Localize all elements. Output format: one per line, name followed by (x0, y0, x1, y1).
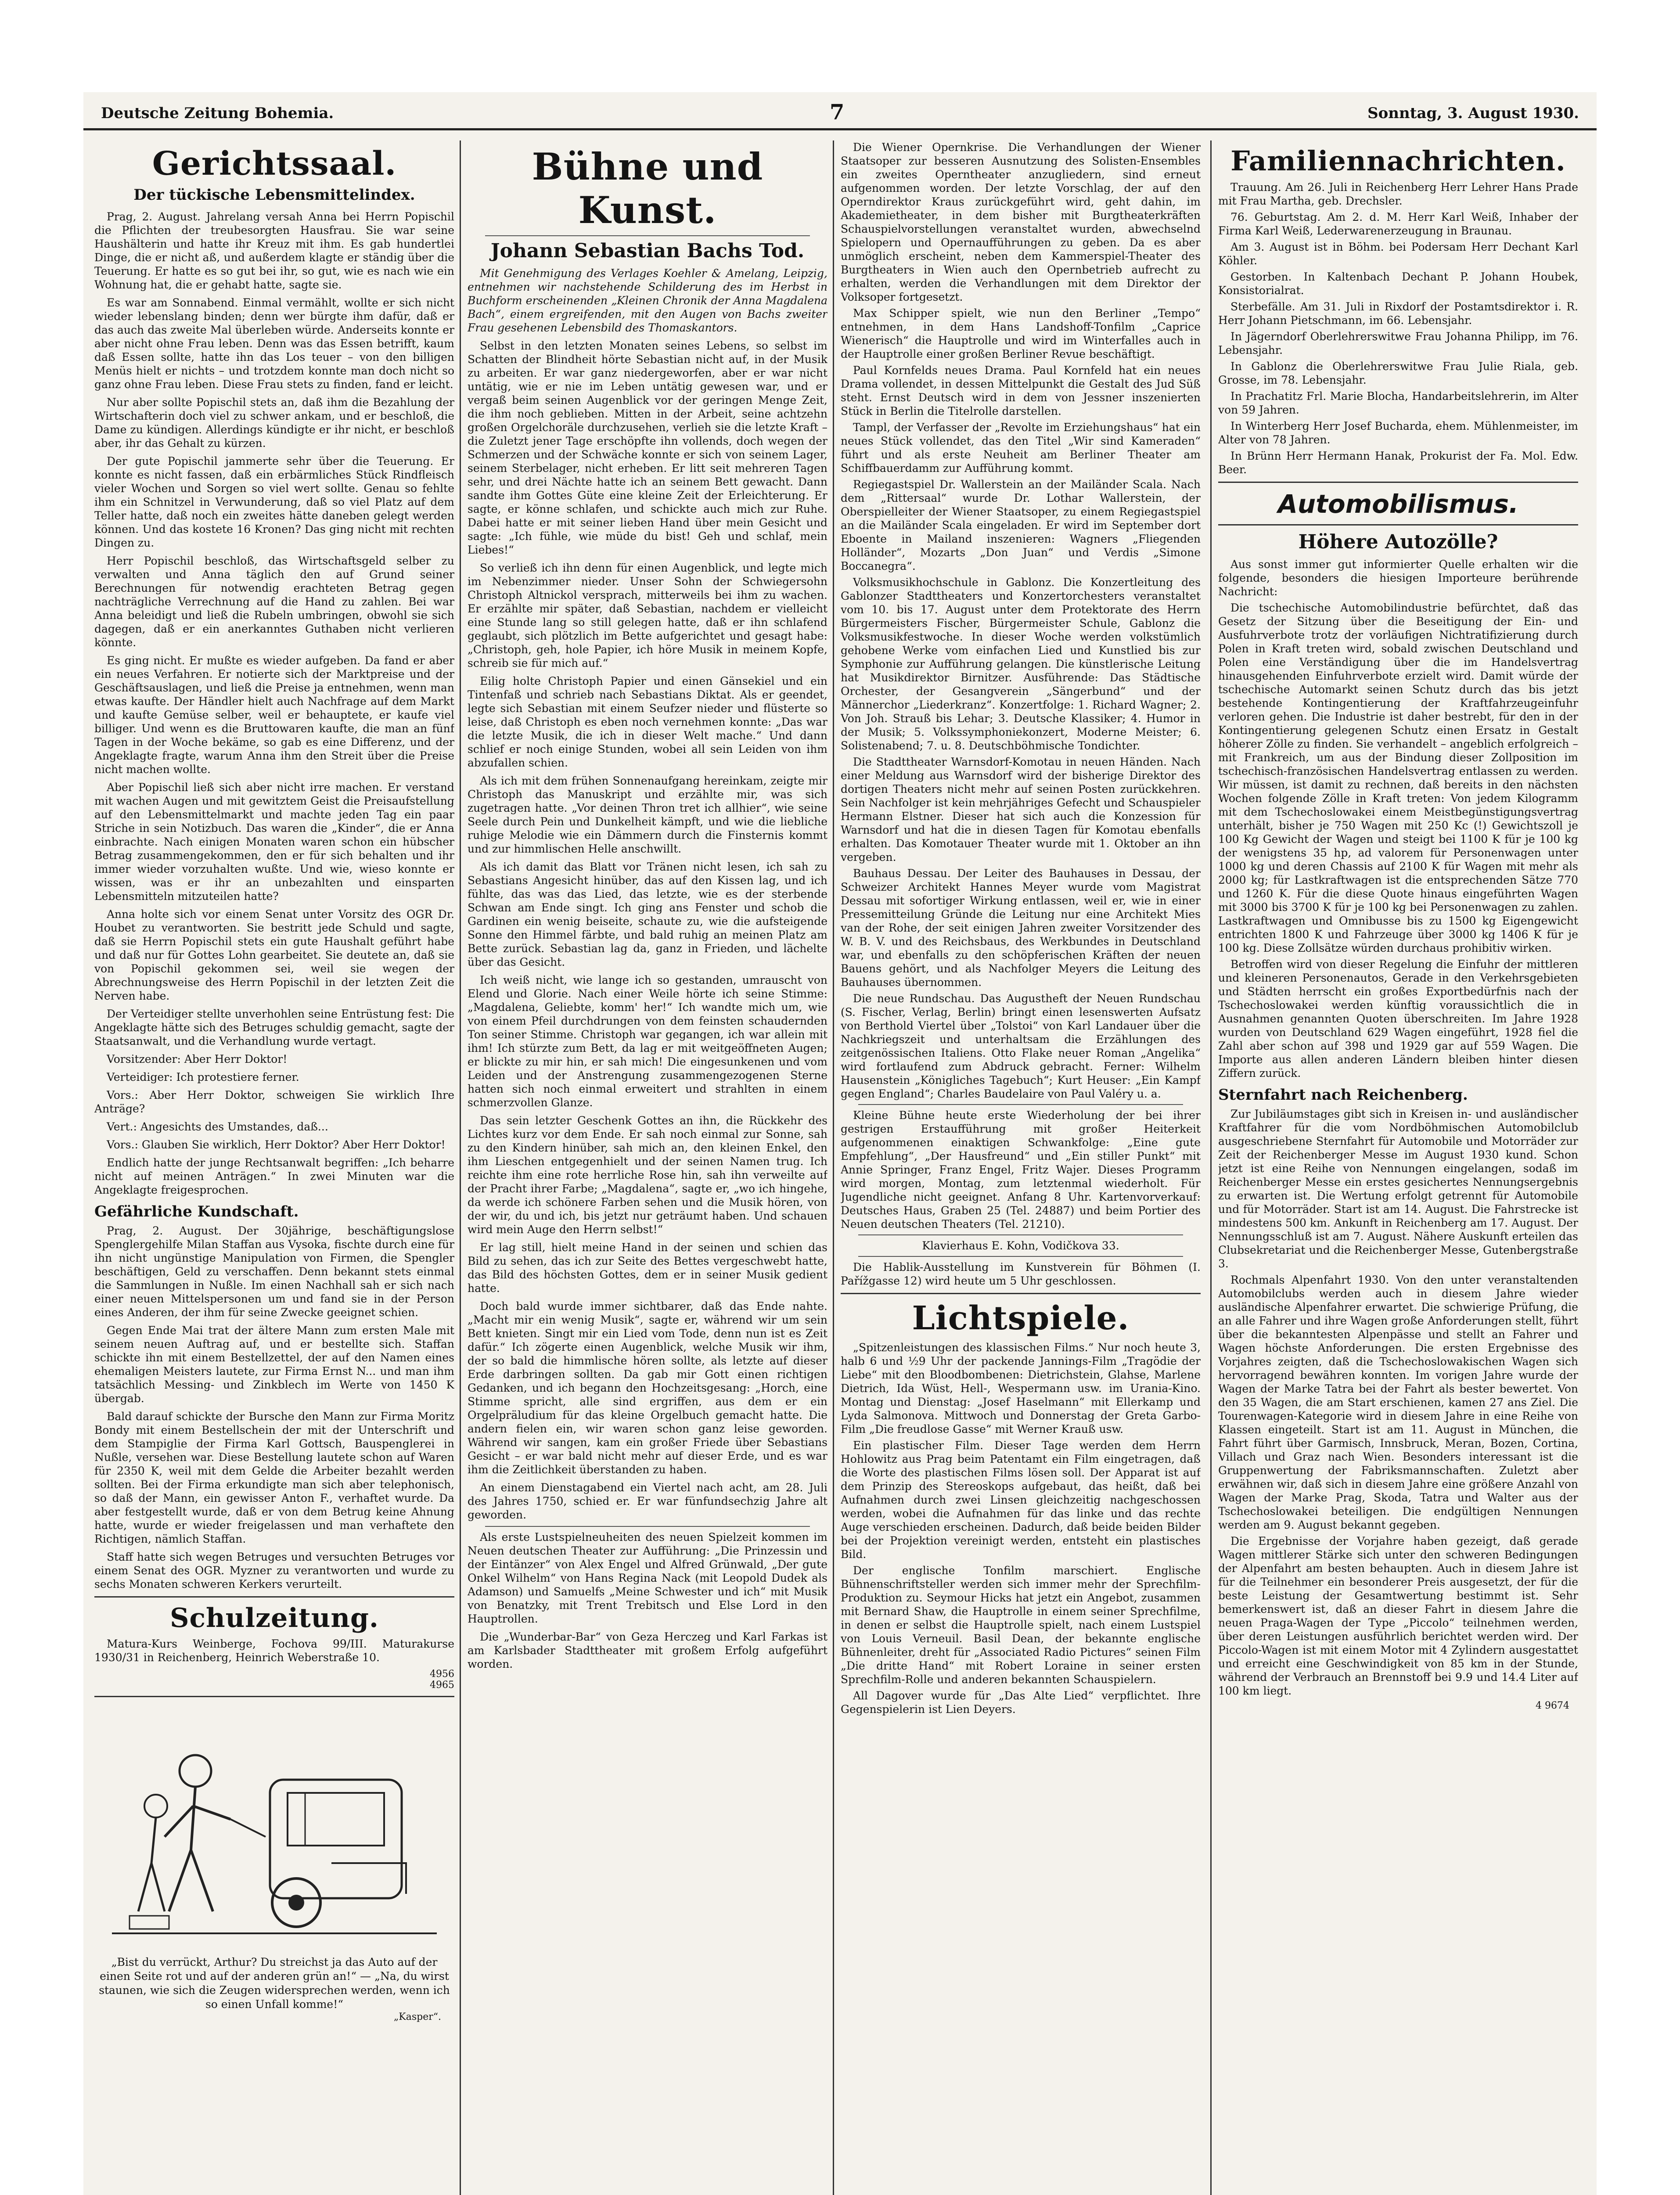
article-paragraph: Doch bald wurde immer sichtbarer, daß das Ende nahte. „Macht mir ein wenig Musik“, sagte er, während wir um sein Bett knieten. Singt mir ein Lied vom Tode, denn nun ist es Zeit dafür.“ Ich zögerte einen Augenblick, welche Musik wir ihm, der so bald die himmlische hören sollte, als letzte auf dieser Erde darbringen sollten. Da gab mir Gott einen richtigen Gedanken, und ich begann den Hochzeitsgesang: „Horch, eine Stimme spricht, alle sind ergriffen, aus dem er ein Orgelpräludium für das kleine Orgelbuch gemacht hatte. Die andern fielen ein, wir waren schon ganz leise geworden. Während wir sangen, kam ein großer Friede über Sebastians Gesicht – er war bald nicht mehr auf dieser Erde, und es war ihm die Zeitlichkeit überstanden zu haben. (468, 1300, 827, 1476)
column-4 (1218, 140, 1578, 2195)
article-paragraph: Der Verteidiger stellte unverhohlen seine Entrüstung fest: Die Angeklagte hätte sich des Betruges schuldig gemacht, sagte der Staatsanwalt, und die Verhandlung wurde vertagt. (94, 1008, 454, 1047)
article-paragraph: Rochmals Alpenfahrt 1930. Von den unter veranstaltenden Automobilclubs werden auch in diesem Jahre wieder ausländische Alpenfahrer erwartet. Die schwierige Prüfung, die an alle Fahrer und ihre Wagen große Anforderungen stellt, führt über die bekanntesten Alpenpässe und stellt an Fahrer und Wagen höchste Anforderungen. Die ersten Ergebnisse des Vorjahres zeigten, daß die Tschechoslowakischen Wagen sich hervorragend bewähren konnten. Im vorigen Jahre wurde der Wagen der Marke Tatra bei der Fahrt als bester bewertet. Von den 35 Wagen, die am Start erschienen, kamen 27 ans Ziel. Die Tourenwagen-Kategorie wird in diesem Jahre in eine Reihe von Klassen eingeteilt. Start ist am 11. August in München, die Fahrt führt über Garmisch, Innsbruck, Meran, Bozen, Cortina, Villach und Graz nach Wien. Besonders interessant ist die Gruppenwertung der Fabriksmannschaften. Zuletzt aber erwähnen wir, daß sich in diesem Jahre eine größere Anzahl von Wagen der Marke Prag, Skoda, Tatra und Walter aus der Tschechoslowakei beteiligen. Die endgültigen Nennungen werden am 9. August bekannt gegeben. (1218, 1274, 1578, 1531)
article-headline: Gefährliche Kundschaft. (94, 1203, 299, 1220)
divider (1218, 482, 1578, 483)
news-item: All Dagover wurde für „Das Alte Lied“ verpflichtet. Ihre Gegenspielerin ist Lien Deyers. (841, 1689, 1201, 1716)
article-paragraph: Die tschechische Automobilindustrie befürchtet, daß das Gesetz der Sitzung über die Beseitigung der Ein- und Ausfuhrverbote trotz der vorläufigen Nichtratifizierung durch Polen in Kraft treten wird, sobald zwischen Deutschland und Polen eine Verständigung über die im Handelsvertrag hinausgehenden Einfuhrverbote erzielt wird. Damit würde der tschechische Automarkt seinen Schutz durch das bis jetzt bestehende Kontingentierung der Kraftfahrzeugeinfuhr verloren gehen. Die Industrie ist daher bestrebt, für den in der Kontingentierung gelegenen Schutz einen Ersatz in Gestalt höherer Zölle zu finden. Sie verhandelt – angeblich erfolgreich – mit Frankreich, um aus der Bindung dieser Zollposition im tschechisch-französischen Handelsvertrag entlassen zu werden. Wir müssen, ist damit zu rechnen, daß bereits in den nächsten Wochen folgende Zölle in Kraft treten: Von jedem Kilogramm mit dem Tschechoslowakei einem Meistbegünstigungsvertrag unterhält, bisher je 750 Wagen mit 250 Kc (!) Gewichtszoll je 100 Kg Gewicht der Wagen und steigt bei 1100 K für je 100 kg der wenigstens 35 hp, ad valorem für Personenwagen unter 1000 kg und deren Chassis auf 2100 K für Wagen mit mehr als 2000 kg; für Lastkraftwagen ist die entsprechenden Sätze 770 und 1260 K. Für die diese Quote hinaus eingeführten Wagen mit 3000 bis 3700 K für je 100 kg bei Personenwagen zu zahlen. Lastkraftwagen und Omnibusse bis zu 1500 kg Eigengewicht entrichten 1800 K und Fahrzeuge über 3000 kg 1406 K für je 100 kg. Diese Zollsätze würden durchaus prohibitiv wirken. (1218, 601, 1578, 954)
news-item: Ein plastischer Film. Dieser Tage werden dem Herrn Hohlowitz aus Prag beim Patentamt ein Film eingetragen, daß die Worte des plastischen Films lösen soll. Der Apparat ist auf dem Prinzip des Stereoskops aufgebaut, das heißt, daß bei Aufnahmen durch zwei Linsen gleichzeitig nachgeschossen werden, wobei die Aufnahmen für das linke und das rechte Auge verschieden erscheinen. Dadurch, daß beide beiden Bilder bei der Projektion vereinigt werden, entsteht ein plastisches Bild. (841, 1439, 1201, 1561)
divider (94, 1596, 454, 1598)
article-paragraph: Aus sonst immer gut informierter Quelle erhalten wir die folgende, besonders die hiesigen Importeure berührende Nachricht: (1218, 558, 1578, 598)
article-paragraph: Staff hatte sich wegen Betruges und versuchten Betruges vor einem Senat des OGR. Myzner zu verantworten und wurde zu sechs Monaten schweren Kerkers verurteilt. (94, 1551, 454, 1590)
article-paragraph: Aber Popischil ließ sich aber nicht irre machen. Er verstand mit wachen Augen und mit gewitztem Geist die Preisaufstellung auf den Lebensmittelmarkt und machte jeden Tag ein paar Striche in sein Notizbuch. Das waren die „Kinder“, die er Anna einbrachte. Nach einigen Monaten waren schon ein hübscher Betrag zusammengekommen, den er für sich behalten und ihr immer wieder vorzuhalten wußte. Und wie, wieso konnte er wissen, was er ihr an unbezahlten und einsparten Lebensmitteln mitzuteilen hatte? (94, 781, 454, 903)
section-title-gerichtssaal: Gerichtssaal. (152, 145, 397, 183)
article-paragraph: Zur Jubiläumstages gibt sich in Kreisen in- und ausländischer Kraftfahrer für die vom Nordböhmischen Automobilclub ausgeschriebene Sternfahrt für Automobile und Motorräder zur Zeit der Reichenberger Messe im August 1930 kund. Schon jetzt ist eine Reihe von Nennungen eingelangen, sodaß im Reichenberger Messe ein erstes gesichertes Nennungsergebnis zu erwarten ist. Die Wertung erfolgt getrennt für Automobile und für Motorräder. Start ist am 14. August. Die Fahrstrecke ist mindestens 500 km. Ankunft in Reichenberg am 17. August. Der Nennungsschluß ist am 7. August. Nähere Auskunft erteilen das Clubsekretariat und die Reichenberger Messe, Gutenbergstraße 3. (1218, 1108, 1578, 1270)
news-item: Kleine Bühne heute erste Wiederholung der bei ihrer gestrigen Erstaufführung mit großer Heiterkeit aufgenommenen einaktigen Schwankfolge: „Eine gute Empfehlung“, „Der Hausfreund“ und „Ein stiller Punkt“ mit Annie Springer, Franz Engel, Fritz Wajer. Dieses Programm wird morgen, Montag, zum letztenmal wiederholt. Für Jugendliche nicht geeignet. Anfang 8 Uhr. Kartenvorverkauf: Deutsches Haus, Graben 25 (Tel. 24887) und beim Portier des Neuen deutschen Theaters (Tel. 21210). (841, 1109, 1201, 1231)
news-item: Als erste Lustspielneuheiten des neuen Spielzeit kommen im Neuen deutschen Theater zur Aufführung: „Die Prinzessin und der Eintänzer“ von Alex Engel und Alfred Grünwald, „Der gute Onkel Wilhelm“ von Hans Regina Nack (mit Leopold Dudek als Adamson) und Samuelfs „Meine Schwester und ich“ mit Musik von Benatzky, mit Trent Trebitsch und Else Lord in den Hauptrollen. (468, 1531, 827, 1625)
news-item: Die Hablik-Ausstellung im Kunstverein für Böhmen (I. Pařížgasse 12) wird heute um 5 Uhr geschlossen. (841, 1261, 1201, 1287)
notice-text: Matura-Kurs Weinberge, Fochova 99/III. Maturakurse 1930/31 in Reichenberg, Heinrich Weberstraße 10. (94, 1637, 454, 1664)
dialog-line: Vors.: Glauben Sie wirklich, Herr Doktor? Aber Herr Doktor! (107, 1138, 446, 1151)
article-headline: Höhere Autozölle? (1298, 531, 1498, 553)
column-rule (833, 140, 834, 2195)
family-notice: In Gablonz die Oberlehrerswitwe Frau Julie Riala, geb. Grosse, im 78. Lebensjahr. (1218, 360, 1578, 386)
article-paragraph: Das sein letzter Geschenk Gottes an ihn, die Rückkehr des Lichtes kurz vor dem Ende. Er sah noch einmal zur Sonne, sah zu den Kindern hinüber, sah mich an, den kleinen Enkel, den ihm Lieschen entgegenhielt und der seinen Namen trug. Ich reichte ihm eine rote herrliche Rose hin, sah ihn verweilte auf der Pracht ihrer Farbe; „Magdalena“, sagte er, „wo ich hingehe, da werde ich schönere Farben sehen und die Musik hören, von der wir, du und ich, bis jetzt nur geträumt haben. Und schauen wird mein Auge den Herrn selbst!“ (468, 1114, 827, 1236)
news-item: Regiegastspiel Dr. Wallerstein an der Mailänder Scala. Nach dem „Rittersaal“ wurde Dr. Lothar Wallerstein, der Oberspielleiter der Wiener Staatsoper, zu einem Regiegastspiel an die Mailänder Scala eingeladen. Er wird im September dort Eboente in Mailand inszenieren: Wagners „Fliegenden Holländer“, Mozarts „Don Juan“ und Verdis „Simone Boccanegra“. (841, 478, 1201, 572)
column-rule (460, 140, 461, 2195)
divider (841, 1293, 1201, 1294)
news-item: Die Wiener Opernkrise. Die Verhandlungen der Wiener Staatsoper zur besseren Ausnutzung des Solisten-Ensembles ein zweites Operntheater anzugliedern, sind erneut aufgenommen worden. Der letzte Vorschlag, der auf den Operndirektor Kraus zurückgeführt wird, geht dahin, im Akademietheater, in dem bisher mit Burgtheaterkräften Schauspielvorstellungen veranstaltet wurden, abwechselnd Spielopern und Opernaufführungen zu geben. Da es aber unmöglich erscheint, neben dem Kammerspiel-Theater des Burgtheaters in Wien auch den Opernbetrieb aufrecht zu erhalten, werden die Verhandlungen mit dem Direktor der Volksoper fortgesetzt. (841, 141, 1201, 303)
divider (858, 1104, 1183, 1105)
article-paragraph: Anna holte sich vor einem Senat unter Vorsitz des OGR Dr. Houbet zu verantworten. Sie bestritt jede Schuld und sagte, daß sie Herrn Popischil stets ein gute Haushalt geführt habe und daß nur für Gottes Lohn gearbeitet. Sie deutete an, daß sie von Popischil gekommen sei, weil sie wegen der Abrechnungsweise des Herrn Popischil in der letzten Zeit die Nerven habe. (94, 908, 454, 1002)
article-paragraph: Die Ergebnisse der Vorjahre haben gezeigt, daß gerade Wagen mittlerer Stärke sich unter den schweren Bedingungen der Alpenfahrt am besten behaupten. Auch in diesem Jahre ist für die Teilnehmer ein besonderer Preis ausgesetzt, der für die beste Leistung der Gesamtwertung bestimmt ist. Sehr bemerkenswert ist, daß an dieser Fahrt in diesem Jahre die neuen Praga-Wagen der Type „Piccolo“ teilnehmen werden, über deren Leistungen ausführlich berichtet werden wird. Der Piccolo-Wagen ist mit einem Motor mit 4 Zylindern ausgestattet und erreicht eine Geschwindigkeit von 85 km in der Stunde, während der Verbrauch an Brennstoff bei 9.9 und 14.4 Liter auf 100 km liegt. (1218, 1535, 1578, 1697)
cartoon-illustration (103, 1705, 446, 1951)
advertisement-line: Klavierhaus E. Kohn, Vodičkova 33. (922, 1239, 1119, 1252)
masthead-paper-name: Deutsche Zeitung Bohemia. (101, 104, 334, 122)
article-paragraph: Herr Popischil beschloß, das Wirtschaftsgeld selber zu verwalten und Anna täglich den auf Grund seiner Berechnungen für notwendig erachteten Betrag gegen nachträgliche Verrechnung auf die Hand zu zahlen. Bei war Anna beleidigt und ließ die Rubeln umbringen, obwohl sie sich dagegen, daß er ein anerkanntes Guthaben nicht verlieren könnte. (94, 554, 454, 649)
divider (1218, 524, 1578, 525)
cartoon-caption: „Bist du verrückt, Arthur? Du streichst ja das Auto auf der einen Seite rot und auf der anderen grün an!“ — „Na, du wirst staunen, wie sich die Zeugen widersprechen werden, wenn ich so einen Unfall komme!“ (99, 1956, 450, 2011)
family-notice: In Prachatitz Frl. Marie Blocha, Handarbeitslehrerin, im Alter von 59 Jahren. (1218, 390, 1578, 416)
article-paragraph: Prag, 2. August. Jahrelang versah Anna bei Herrn Popischil die Pflichten der treubesorgten Hausfrau. Sie war seine Haushälterin und hatte ihr Kreuz mit ihm. Es gab hundertlei Dinge, die er nicht aß, und außerdem klagte er ständig über die Teuerung. Er hatte es so gut bei ihr, so gut, wie es nach wie ein Wohnung hat, die er gehabt hatte, sagte sie. (94, 210, 454, 291)
column-3 (841, 140, 1201, 2195)
page-number: 7 (830, 100, 845, 125)
masthead-date: Sonntag, 3. August 1930. (1367, 104, 1579, 122)
article-paragraph: Er lag still, hielt meine Hand in der seinen und schien das Bild zu sehen, das ich zur Seite des Bettes vergeschwebt hatte, das Bild des höchsten Gottes, dem er in seiner Musik gedient hatte. (468, 1241, 827, 1295)
divider (858, 1256, 1183, 1257)
news-item: Max Schipper spielt, wie nun den Berliner „Tempo“ entnehmen, in dem Hans Landshoff-Tonfilm „Caprice Wienerisch“ die Hauptrolle und wird im Winterfalles auch in der Hauptrolle einer großen Berliner Revue beschäftigt. (841, 307, 1201, 360)
column-1 (94, 140, 454, 2195)
article-paragraph: Als ich mit dem frühen Sonnenaufgang hereinkam, zeigte mir Christoph das Manuskript und erzählte mir, was sich zugetragen hatte. „Vor deinen Thron tret ich allhier“, wie seine Seele durch Pein und Dunkelheit kämpft, und wie die liebliche ruhige Melodie wie ein Dämmern durch die Finsternis kommt und zur himmlischen Helle anschwillt. (468, 774, 827, 855)
article-paragraph: Nur aber sollte Popischil stets an, daß ihm die Bezahlung der Wirtschafterin doch viel zu schwer ankam, und er beschloß, die Dame zu kündigen. Allerdings kündigte er ihr nicht, er beschloß aber, ihr das Gehalt zu kürzen. (94, 396, 454, 450)
article-paragraph: Es war am Sonnabend. Einmal vermählt, wollte er sich nicht wieder lebenslang binden; denn wer bürgte ihm dafür, daß er das auch das zweite Mal überleben würde. Anderseits konnte er aber nicht ohne Frau leben. Denn was das Essen betrifft, kaum daß Essen sollte, hatte ihn das Los teuer – von den billigen Menüs hielt er nichts – und trotzdem konnte man doch nicht so ganz ohne Frau leben. Diese Frau stets zu finden, fand er leicht. (94, 296, 454, 391)
divider (94, 1696, 454, 1697)
article-headline: Sternfahrt nach Reichenberg. (1218, 1086, 1468, 1104)
article-headline: Der tückische Lebensmittelindex. (133, 186, 415, 204)
article-paragraph: Es ging nicht. Er mußte es wieder aufgeben. Da fand er aber ein neues Verfahren. Er notierte sich der Marktpreise und der Geschäftsauslagen, und ließ die Preise ja entnehmen, wenn man etwas kaufte. Der Händler hielt auch Nachfrage auf dem Markt und kaufte Gemüse selber, weil er behauptete, er kaufe viel billiger. Und wenn es die Bruttowaren kaufte, die man an fünf Tagen in der Woche bekäme, so gab es eine Differenz, und der Angeklagte fragte, warum Anna ihm den Streit über die Preise nicht machen wollte. (94, 654, 454, 776)
divider (485, 1526, 810, 1527)
family-notice: 76. Geburtstag. Am 2. d. M. Herr Karl Weiß, Inhaber der Firma Karl Weiß, Lederwarenerzeugung in Braunau. (1218, 211, 1578, 237)
family-notice: Am 3. August ist in Böhm. bei Podersam Herr Dechant Karl Köhler. (1218, 241, 1578, 267)
family-notice: Gestorben. In Kaltenbach Dechant P. Johann Houbek, Konsistorialrat. (1218, 270, 1578, 297)
family-notice: In Winterberg Herr Josef Bucharda, ehem. Mühlenmeister, im Alter von 78 Jahren. (1218, 420, 1578, 446)
article-paragraph: Ich weiß nicht, wie lange ich so gestanden, umrauscht von Elend und Glorie. Nach einer Weile hörte ich seine Stimme: „Magdalena, Geliebte, komm' her!“ Ich wandte mich um, wie von einem Pfeil durchdrungen von dem feinsten schaudernden Ton seiner Stimme. Christoph war gegangen, ich war allein mit ihm! Ich stürzte zum Bett, da lag er mit weitgeöffneten Augen; er blickte zu mir hin, er sah mich! Die eingesunkenen und vom Leiden und der Anstrengung zusammengezogenen Sterne hatten sich noch einmal erweitert und strahlten in einem schmerzvollen Glanze. (468, 974, 827, 1109)
section-title-familiennachrichten: Familiennachrichten. (1230, 145, 1566, 177)
dialog-line: Vorsitzender: Aber Herr Doktor! (107, 1053, 288, 1065)
article-headline: Johann Sebastian Bachs Tod. (490, 240, 805, 262)
section-title-buehne-und-kunst: Bühne und Kunst. (532, 145, 763, 232)
advert-number: 4 9674 (1536, 1700, 1569, 1711)
article-paragraph: Eilig holte Christoph Papier und einen Gänsekiel und ein Tintenfaß und schrieb nach Sebastians Diktat. Als er geendet, legte sich Sebastian mit einem Seufzer nieder und flüsterte so leise, daß Christoph es eben noch vernehmen konnte: „Das war die letzte Musik, die ich in dieser Welt mache.“ Und dann schlief er noch einige Stunden, wobei all sein Leiden von ihm abzufallen schien. (468, 675, 827, 769)
section-title-lichtspiele: Lichtspiele. (912, 1299, 1130, 1337)
notice-number: 4956 (430, 1669, 454, 1680)
article-paragraph: An einem Dienstagabend ein Viertel nach acht, am 28. Juli des Jahres 1750, schied er. Er war fünfundsechzig Jahre alt geworden. (468, 1481, 827, 1521)
family-notice: In Jägerndorf Oberlehrerswitwe Frau Johanna Philipp, im 76. Lebensjahr. (1218, 330, 1578, 356)
news-item: Paul Kornfelds neues Drama. Paul Kornfeld hat ein neues Drama vollendet, in dessen Mittelpunkt die Gestalt des Jud Süß steht. Ernst Deutsch wird in dem von Jessner inszenierten Stück in Berlin die Titelrolle darstellen. (841, 364, 1201, 417)
article-paragraph: Als ich damit das Blatt vor Tränen nicht lesen, ich sah zu Sebastians Angesicht hinüber, das auf den Kissen lag, und ich fühlte, das was das Lied, das letzte, wie es der sterbende Schwan am Ende singt. Ich ging ans Fenster und schob die Gardinen ein wenig beiseite, schaute zu, wie die aufsteigende Sonne den Himmel färbte, und bald ruhig an meinen Platz am Bette zurück. Sebastian lag da, ganz in Frieden, und lächelte über das Gesicht. (468, 860, 827, 968)
news-item: Die „Wunderbar-Bar“ von Geza Herczeg und Karl Farkas ist am Karlsbader Stadttheater mit großem Erfolg aufgeführt worden. (468, 1630, 827, 1670)
news-item: Bauhaus Dessau. Der Leiter des Bauhauses in Dessau, der Schweizer Architekt Hannes Meyer wurde vom Magistrat Dessau mit sofortiger Wirkung entlassen, weil er, wie in einer Pressemitteilung Gründe die Leitung nur eine Architekt Mies van der Rohe, der seit einigen Jahren zweiter Vorsitzender des W. B. V. und des Reichsbaus, des Werkbundes in Deutschland war, und ebenfalls zu den schöpferischen Kräften der neuen Bauens gehört, und als Nachfolger Meyers die Leitung des Bauhauses übernommen. (841, 867, 1201, 989)
article-paragraph: Prag, 2. August. Der 30jährige, beschäftigungslose Spenglergehilfe Milan Staffan aus Vysoka, fischte durch eine für ihn nicht ungünstige Manipulation von Firmen, die Spengler beschäftigen, Geld zu verschaffen. Denn bekannt stets einmal die Sammlungen in Nußle. Im einen Nachhall sah er sich nach einer neuen Mittelspersonen um und fand sie in der Person eines Anderen, der ihm für seine Zwecke geeignet schien. (94, 1224, 454, 1319)
section-title-automobilismus: Automobilismus. (1278, 489, 1518, 519)
cartoon-source: „Kasper“. (393, 2011, 441, 2022)
article-intro: Mit Genehmigung des Verlages Koehler & Amelang, Leipzig, entnehmen wir nachstehende Schilderung des im Herbst in Buchform erscheinenden „Kleinen Chronik der Anna Magdalena Bach“, einem ergreifenden, mit den Augen von Bachs zweiter Frau gesehenen Lebensbild des Thomaskantors. (468, 267, 827, 334)
news-item: Volksmusikhochschule in Gablonz. Die Konzertleitung des Gablonzer Stadttheaters und Konzertorchesters veranstaltet vom 10. bis 17. August unter dem Protektorate des Herrn Bürgermeisters Fischer, Bürgermeister Schule, Gablonz die Volksmusikfestwoche. In dieser Woche werden volkstümlich gehobene Werke vom einfachen Lied und Kunstlied bis zur Symphonie zur Aufführung gelangen. Die künstlerische Leitung hat Musikdirektor Birnitzer. Ausführende: Das Städtische Orchester, der Gesangverein „Sängerbund“ und der Männerchor „Liederkranz“. Konzertfolge: 1. Richard Wagner; 2. Von Joh. Strauß bis Lehar; 3. Deutsche Klassiker; 4. Humor in der Musik; 5. Volkssymphoniekonzert, Moderne Meister; 6. Solistenabend; 7. u. 8. Deutschböhmische Tondichter. (841, 576, 1201, 752)
dialog-line: Vors.: Aber Herr Doktor, schweigen Sie wirklich Ihre Anträge? (94, 1089, 454, 1115)
article-paragraph: Gegen Ende Mai trat der ältere Mann zum ersten Male mit seinem neuen Auftrag auf, und er bestellte sich. Staffan schickte ihn mit einem Bestellzettel, der auf den Namen eines ehemaligen Meisters lautete, zur Firma Ernst N... und man ihm tatsächlich Messing- und Zinkblech im Werte von 1450 K übergab. (94, 1324, 454, 1405)
article-paragraph: Selbst in den letzten Monaten seines Lebens, so selbst im Schatten der Blindheit hörte Sebastian nicht auf, in der Musik zu arbeiten. Er war ganz niedergeworfen, aber er war nicht untätig, wie er nie im Leben untätig gewesen war, und er vergaß beim seinen Augenblick vor der geringen Menge Zeit, die ihm noch geblieben. Mitten in der Arbeit, seine achtzehn großen Orgelchoräle durchzusehen, verlieh sie die letzte Kraft – die Zuletzt jener Tage erschöpfte ihn vollends, doch wegen der Schmerzen und der Schwäche konnte er sich von seinem Lager, seinem Sterbelager, nicht erheben. Er litt seit mehreren Tagen sehr, und drei Nächte hatte ich an seinem Bett gewacht. Dann sandte ihm Gottes Güte eine kleine Zeit der Erleichterung. Er sagte, er könne schlafen, und schickte auch mich zur Ruhe. Dabei hatte er mit seiner lieben Hand über mein Gesicht und sagte: „Ich fühle, wie müde du bist! Geh und schlaf, mein Liebes!“ (468, 339, 827, 556)
article-paragraph: Der gute Popischil jammerte sehr über die Teuerung. Er konnte es nicht fassen, daß ein erbärmliches Stück Rindfleisch vieler Wochen und Sorgen so viel wert sollte. Genau so fehlte ihm ein Schnitzel in Verwunderung, daß so viel Platz auf dem Teller hatte, daß noch ein zweites hätte daneben gelegt werden können. Und das kostete 16 Kronen? Das ging nicht mit rechten Dingen zu. (94, 455, 454, 549)
divider (485, 235, 810, 236)
news-item: Die neue Rundschau. Das Augustheft der Neuen Rundschau (S. Fischer, Verlag, Berlin) bringt einen lesenswerten Aufsatz von Berthold Viertel über „Tolstoi“ von Karl Landauer über die Nachkriegszeit und unterhaltsam die Erzählungen des zeitgenössischen Italiens. Otto Flake neuer Roman „Angelika“ wird fortlaufend zum Abdruck gebracht. Ferner: Wilhelm Hausenstein „Königliches Tagebuch“; Kurt Heuser: „Ein Kampf gegen England“; Charles Baudelaire von Paul Valéry u. a. (841, 992, 1201, 1100)
news-item: „Spitzenleistungen des klassischen Films.“ Nur noch heute 3, halb 6 und ½9 Uhr der packende Jannings-Film „Tragödie der Liebe“ mit den Bloodbombenen: Dietrichstein, Glahse, Marlene Dietrich, Ida Wüst, Hell-, Wespermann usw. im Urania-Kino. Montag und Dienstag: „Josef Haselmann“ mit Ellerkamp und Lyda Salmonova. Mittwoch und Donnerstag der Greta Garbo-Film „Die freudlose Gasse“ mit Werner Krauß usw. (841, 1341, 1201, 1436)
article-paragraph: Endlich hatte der junge Rechtsanwalt begriffen: „Ich beharre nicht auf meinen Anträgen.“ In zwei Minuten war die Angeklagte freigesprochen. (94, 1156, 454, 1196)
article-paragraph: Bald darauf schickte der Bursche den Mann zur Firma Moritz Bondy mit einem Bestellschein der mit der Unterschrift und dem Stampiglie der Firma Karl Gottsch, Bauspenglerei in Nußle, versehen war. Diese Bestellung lautete schon auf Waren für 2350 K, weil mit dem Gelde die Arbeiter bezahlt werden sollten. Bei der Firma erkundigte man sich aber telephonisch, so daß der Mann, ein gewisser Anton F., verhaftet wurde. Da aber festgestellt wurde, daß er von dem Betrug keine Ahnung hatte, wurde er wieder freigelassen und man verhaftete den Richtigen, nämlich Staffan. (94, 1410, 454, 1545)
family-notice: Sterbefälle. Am 31. Juli in Rixdorf der Postamtsdirektor i. R. Herr Johann Pietschmann, im 66. Lebensjahr. (1218, 300, 1578, 327)
notice-number: 4965 (430, 1680, 454, 1691)
article-paragraph: Betroffen wird von dieser Regelung die Einfuhr der mittleren und kleineren Personenautos, Gerade in den Verkehrsgebieten und Städten herrscht ein großes Exportbedürfnis nach der Tschechoslowakei werden künftig voraussichtlich die in Ausnahmen genannten Quoten überschreiten. Im Jahre 1928 wurden von Deutschland 629 Wagen eingeführt, 1928 fiel die Zahl aber schon auf 398 und 1929 gar auf 559 Wagen. Die Importe aus allen anderen Ländern bleiben hinter diesen Ziffern zurück. (1218, 958, 1578, 1080)
dialog-line: Vert.: Angesichts des Umstandes, daß... (107, 1120, 328, 1133)
column-2 (468, 140, 827, 2195)
news-item: Die Stadttheater Warnsdorf-Komotau in neuen Händen. Nach einer Meldung aus Warnsdorf wird der bisherige Direktor des dortigen Theaters nicht mehr auf seinen Posten zurückkehren. Sein Nachfolger ist kein mehrjähriges Gefecht und Schauspieler Hermann Elstner. Dieser hat sich auch die Konzession für Warnsdorf und hat die in diesen Tagen für Komotau ebenfalls erhalten. Das Komotauer Theater wurde mit 1. Oktober an ihn vergeben. (841, 756, 1201, 864)
column-rule (1210, 140, 1212, 2195)
dialog-line: Verteidiger: Ich protestiere ferner. (107, 1071, 299, 1083)
masthead (83, 102, 1597, 130)
news-item: Tampl, der Verfasser der „Revolte im Erziehungshaus“ hat ein neues Stück vollendet, das den Titel „Wir sind Kameraden“ führt und als erste Neuheit am Berliner Theater am Schiffbauerdamm zur Aufführung kommt. (841, 421, 1201, 475)
section-title-schulzeitung: Schulzeitung. (170, 1603, 379, 1634)
article-paragraph: So verließ ich ihn denn für einen Augenblick, und legte mich im Nebenzimmer nieder. Unser Sohn der Schwiegersohn Christoph Altnickol versprach, mitterweils bei ihm zu wachen. Er erzählte mir später, daß Sebastian, nachdem er vielleicht eine Stunde lang so still gelegen hatte, daß er ihn schlafend geglaubt, sich plötzlich im Bette aufgerichtet und gesagt habe: „Christoph, geh, hole Papier, ich höre Musik in meinem Kopfe, schreib sie für mich auf.“ (468, 561, 827, 669)
family-notice: In Brünn Herr Hermann Hanak, Prokurist der Fa. Mol. Edw. Beer. (1218, 450, 1578, 476)
family-notice: Trauung. Am 26. Juli in Reichenberg Herr Lehrer Hans Prade mit Frau Martha, geb. Drechsler. (1218, 181, 1578, 207)
divider (858, 1234, 1183, 1235)
news-item: Der englische Tonfilm marschiert. Englische Bühnenschriftsteller werden sich immer mehr der Sprechfilm-Produktion zu. Seymour Hicks hat jetzt ein Angebot, zusammen mit Bernard Shaw, die Hauptrolle in einem seiner Sprechfilme, in denen er selbst die Hauptrolle spielt, nach einem Lustspiel von Louis Verneuil. Basil Dean, der bekannte englische Bühnenleiter, dreht für „Associated Radio Pictures“ seinen Film „Die dritte Hand“ mit Robert Loraine in seiner ersten Sprechfilm-Rolle und anderen bekannten Schauspielern. (841, 1564, 1201, 1686)
